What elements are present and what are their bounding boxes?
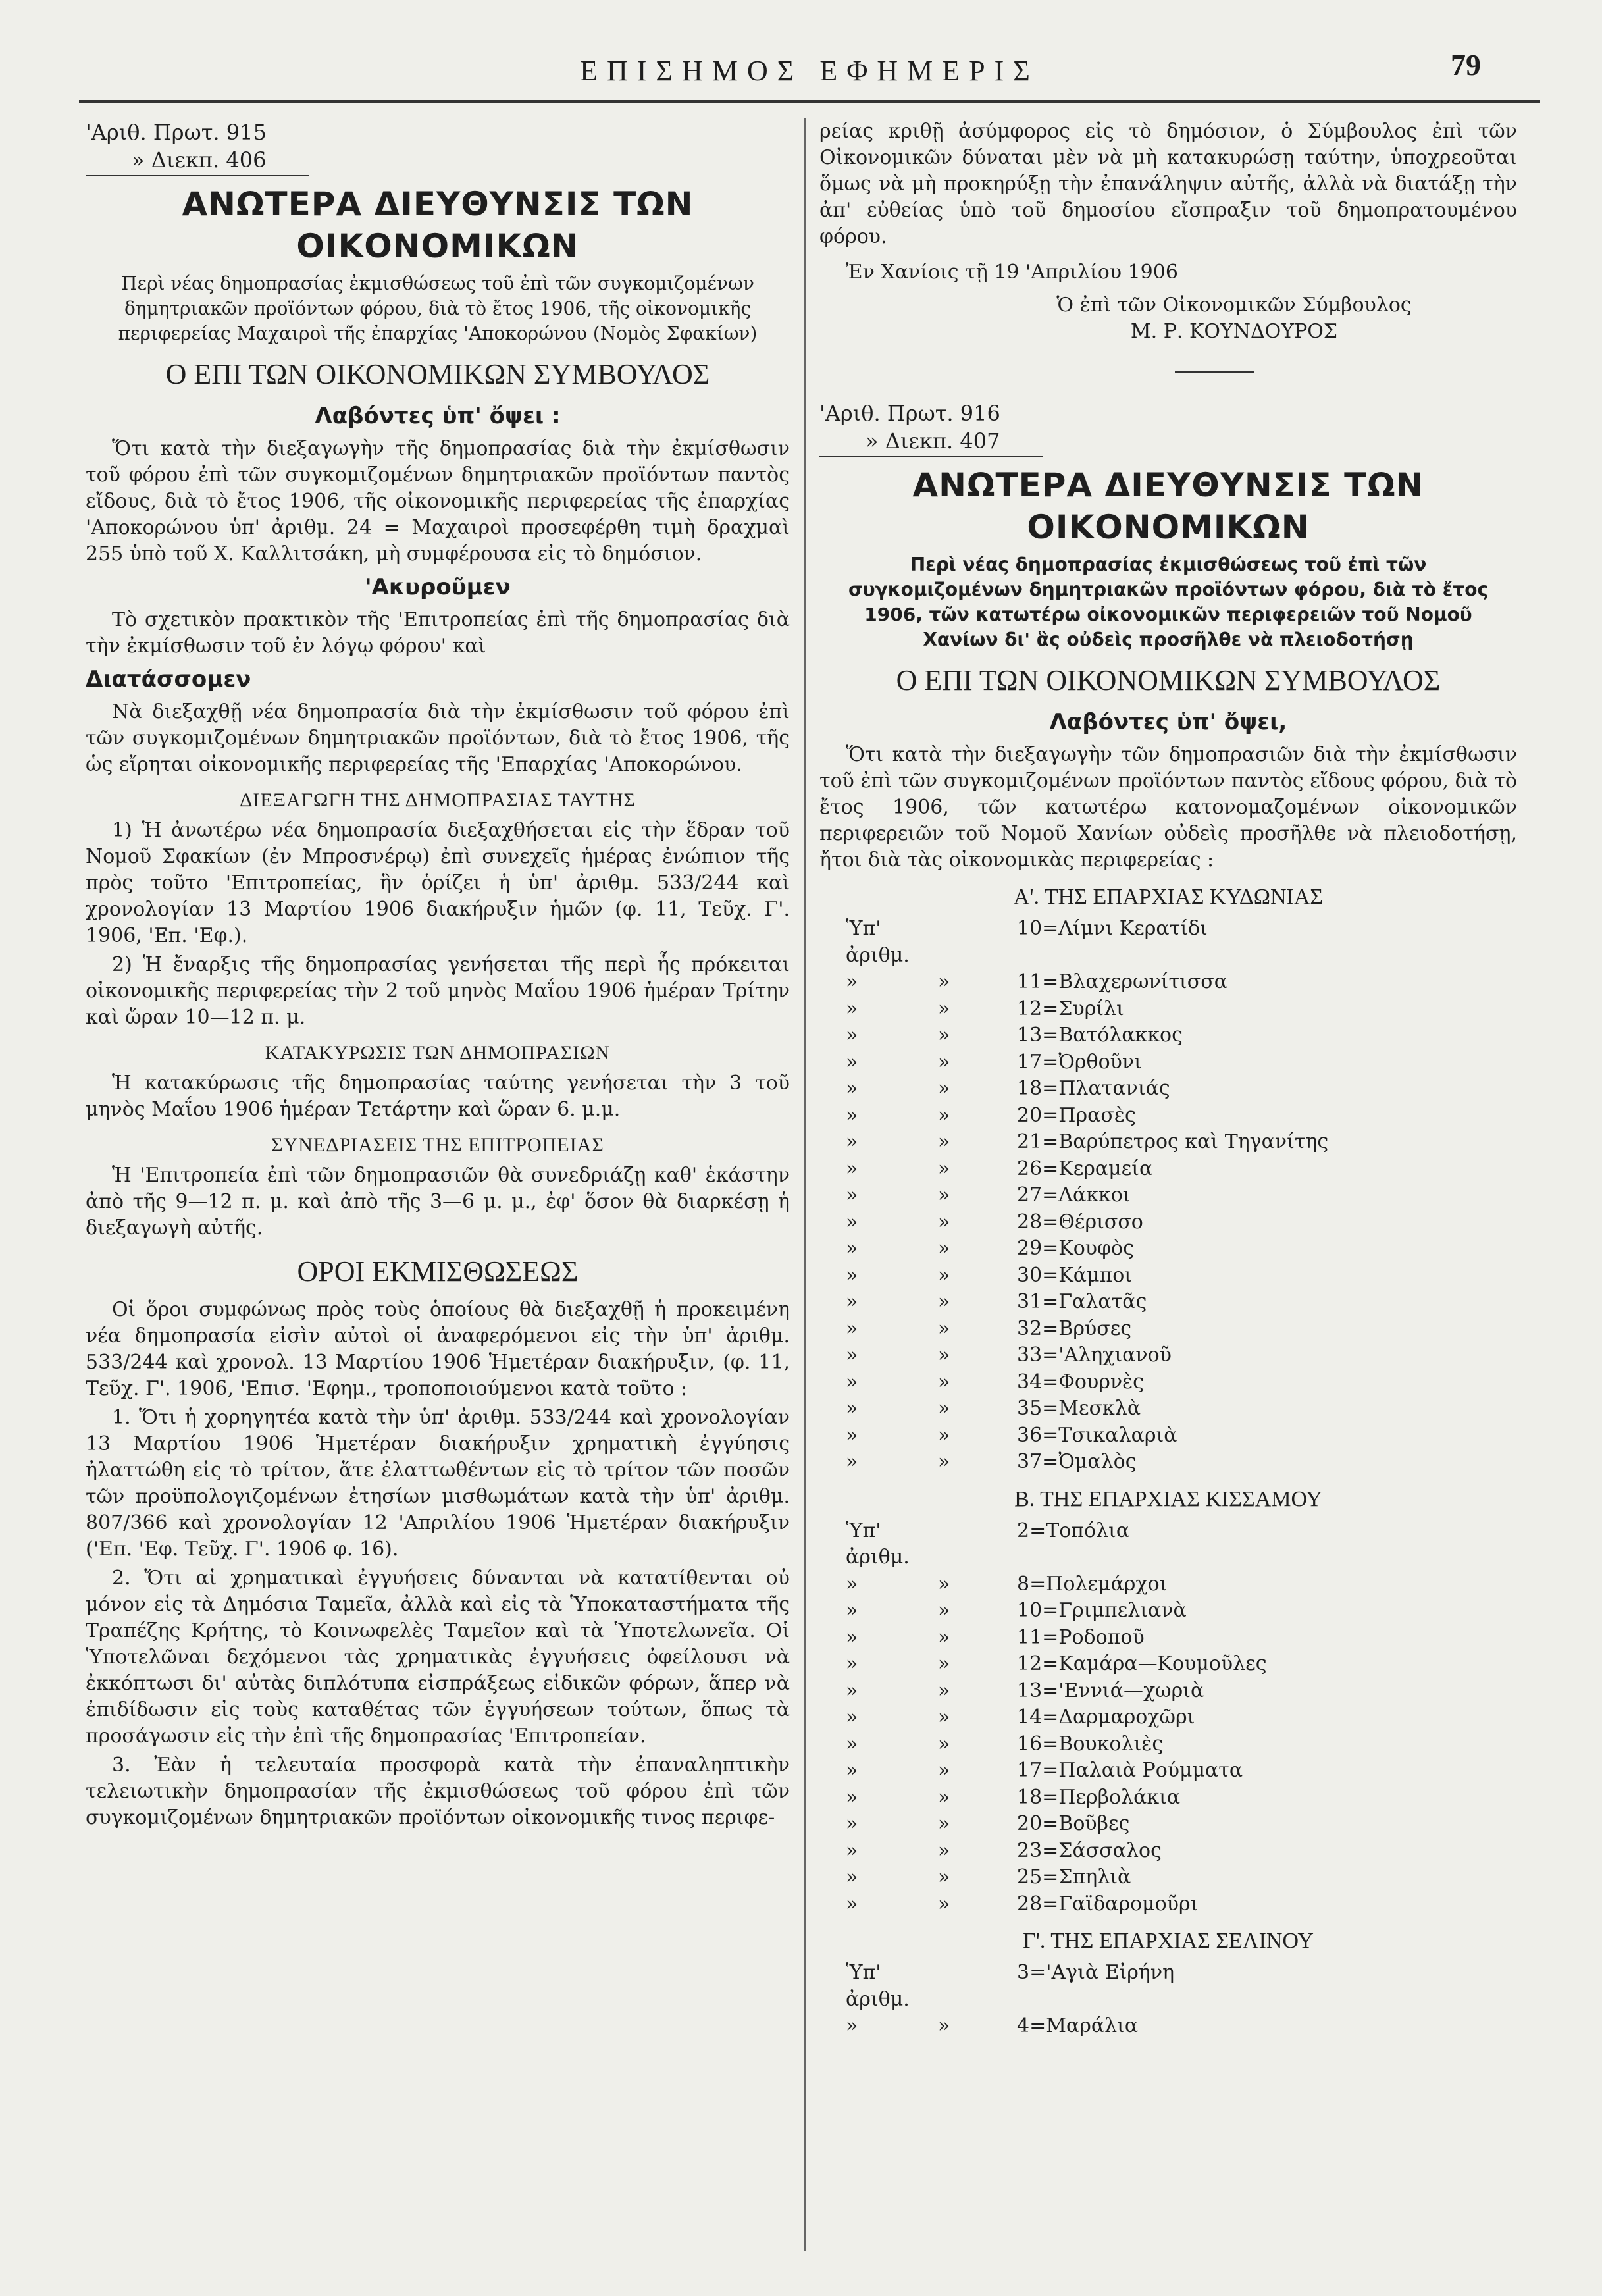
item-prefix: » bbox=[846, 1732, 858, 1756]
item-entry: 18=Περβολάκια bbox=[1017, 1785, 1181, 1809]
authority-heading: ΑΝΩΤΕΡΑ ΔΙΕΥΘΥΝΣΙΣ ΤΩΝ ΟΙΚΟΝΟΜΙΚΩΝ bbox=[182, 185, 694, 265]
item-entry: 20=Βοῦβες bbox=[1017, 1812, 1130, 1835]
list-item bbox=[819, 2013, 1517, 2040]
authority-heading: ΑΝΩΤΕΡΑ ΔΙΕΥΘΥΝΣΙΣ ΤΩΝ ΟΙΚΟΝΟΜΙΚΩΝ bbox=[912, 466, 1424, 546]
item-prefix: » bbox=[846, 1290, 858, 1313]
item-entry: 29=Κουφὸς bbox=[1017, 1237, 1134, 1260]
reference-rule bbox=[819, 456, 1043, 457]
item-ditto: » bbox=[938, 1423, 950, 1447]
list-item bbox=[819, 1316, 1517, 1343]
list-item bbox=[819, 1049, 1517, 1076]
list-item bbox=[819, 1891, 1517, 1918]
item-entry: 13='Εννιά—χωριὰ bbox=[1017, 1679, 1204, 1702]
item-prefix: » bbox=[846, 1263, 858, 1287]
protocol-number: 'Αριθ. Πρωτ. 916 bbox=[819, 401, 1000, 426]
list-item bbox=[819, 1156, 1517, 1183]
item-entry: 2=Τοπόλια bbox=[1017, 1519, 1130, 1542]
having-seen-phrase: Λαβόντες ὑπ' ὄψει : bbox=[315, 403, 561, 429]
paragraph: 1. Ὅτι ἡ χορηγητέα κατὰ τὴν ὑπ' ἀριθμ. 533/244 καὶ χρονολογίαν 13 Μαρτίου 1906 Ἡμετέραν διακήρυξιν χρηματικὴ ἐγγύησις ἠλαττώθη εἰς τὸ τρίτον, ἅτε ἐλαττωθέντων εἰς τὸ τρίτον τῶν ποσῶν τῶν προϋπολογιζομένων ἐτησίων μισθωμάτων κατὰ τὴν ὑπ' ἀριθμ. 807/366 καὶ χρονολογίαν 12 'Απριλίου 1906 Ἡμετέραν διακήρυξιν ('Επ. 'Εφ. Τεῦχ. Γ'. 1906 φ. 16). bbox=[86, 1406, 790, 1561]
item-prefix: » bbox=[846, 1785, 858, 1809]
list-item bbox=[819, 1076, 1517, 1103]
item-entry: 11=Ροδοποῦ bbox=[1017, 1625, 1145, 1649]
list-item bbox=[819, 1263, 1517, 1290]
item-ditto: » bbox=[938, 1210, 950, 1234]
section-heading: ΣΥΝΕΔΡΙΑΣΕΙΣ ΤΗΣ ΕΠΙΤΡΟΠΕΙΑΣ bbox=[271, 1134, 604, 1156]
list-item bbox=[819, 1651, 1517, 1678]
item-prefix: » bbox=[846, 1130, 858, 1153]
protocol-number: 'Αριθ. Πρωτ. 915 bbox=[86, 120, 267, 145]
paragraph: 3. Ἐὰν ἡ τελευταία προσφορὰ κατὰ τὴν ἐπαναληπτικὴν τελειωτικὴν δημοπρασίαν τῆς ἐκμισθώσεως τοῦ φόρου ἐπὶ τῶν συγκομιζομένων δημητριακῶν προϊόντων οἰκονομικῆς τινος περιφε- bbox=[86, 1754, 790, 1829]
paragraph: 1) Ἡ ἀνωτέρω νέα δημοπρασία διεξαχθήσεται εἰς τὴν ἕδραν τοῦ Νομοῦ Σφακίων (ἐν Μπροσνέρῳ) ἐπὶ συνεχεῖς ἡμέρας ἐνώπιον τῆς πρὸς τοῦτο 'Επιτροπείας, ἣν ὁρίζει ἡ ὑπ' ἀριθμ. 533/244 καὶ χρονολογίαν 13 Μαρτίου 1906 διακήρυξιν ἡμῶν (φ. 11, Τεῦχ. Γ'. 1906, 'Επ. 'Εφ.). bbox=[86, 819, 790, 947]
list-item bbox=[819, 1785, 1517, 1812]
item-prefix: » bbox=[846, 1423, 858, 1447]
item-entry: 37=Ὀμαλὸς bbox=[1017, 1450, 1137, 1473]
item-prefix: » bbox=[846, 997, 858, 1020]
place-date: Ἐν Χανίοις τῇ 19 'Απριλίου 1906 bbox=[846, 261, 1178, 284]
item-entry: 26=Κεραμεία bbox=[1017, 1157, 1153, 1180]
list-item bbox=[819, 1236, 1517, 1263]
item-prefix: » bbox=[846, 1210, 858, 1234]
dispatch-number: » Διεκπ. 406 bbox=[132, 147, 267, 172]
item-prefix: » bbox=[846, 1317, 858, 1340]
right-column bbox=[819, 118, 1517, 2257]
item-ditto: » bbox=[938, 1679, 950, 1702]
item-entry: 23=Σάσσαλος bbox=[1017, 1839, 1162, 1862]
decree-subject: Περὶ νέας δημοπρασίας ἐκμισθώσεως τοῦ ἐπὶ τῶν συγκομιζομένων δημητριακῶν προϊόντων φόρου, διὰ τὸ ἔτος 1906, τῶν κατωτέρω οἰκονομικῶν περιφερειῶν τοῦ Νομοῦ Χανίων δι' ἃς οὐδεὶς προσῆλθε νὰ πλειοδοτήσῃ bbox=[848, 554, 1489, 650]
list-item bbox=[819, 1571, 1517, 1598]
item-entry: 17=Ὀρθοῦνι bbox=[1017, 1050, 1142, 1074]
item-ditto: » bbox=[938, 1157, 950, 1180]
item-prefix: » bbox=[846, 1184, 858, 1207]
item-entry: 28=Γαϊδαρομοῦρι bbox=[1017, 1892, 1199, 1916]
item-prefix: » bbox=[846, 1625, 858, 1649]
item-entry: 13=Βατόλακκος bbox=[1017, 1024, 1183, 1047]
item-ditto: » bbox=[938, 2014, 950, 2037]
item-ditto bbox=[938, 1960, 1017, 2013]
item-prefix: » bbox=[846, 1892, 858, 1916]
list-item bbox=[819, 1369, 1517, 1396]
gazette-title: ΕΠΙΣΗΜΟΣ ΕΦΗΜΕΡΙΣ bbox=[580, 55, 1039, 87]
item-ditto: » bbox=[938, 1077, 950, 1100]
item-prefix: » bbox=[846, 1050, 858, 1074]
item-prefix: » bbox=[846, 1599, 858, 1622]
item-ditto: » bbox=[938, 1892, 950, 1916]
item-entry: 28=Θέρισσο bbox=[1017, 1210, 1143, 1234]
item-entry: 12=Συρίλι bbox=[1017, 997, 1124, 1020]
district-heading-kissamos: Β. ΤΗΣ ΕΠΑΡΧΙΑΣ ΚΙΣΣΑΜΟΥ bbox=[1014, 1486, 1322, 1511]
list-item bbox=[819, 1838, 1517, 1865]
district-list-kissamos bbox=[819, 1518, 1517, 1918]
paragraph: Ὅτι κατὰ τὴν διεξαγωγὴν τῶν δημοπρασιῶν διὰ τὴν ἐκμίσθωσιν τοῦ ἐπὶ τῶν συγκομιζομένων προϊόντων παντὸς εἴδους φόρου, διὰ τὸ ἔτος 1906, τῶν κατωτέρω κατονομαζομένων οἰκονομικῶν περιφερειῶν τοῦ Νομοῦ Χανίων οὐδεὶς προσῆλθε νὰ πλειοδοτήσῃ, ἤτοι διὰ τὰς οἰκονομικὰς περιφερείας : bbox=[819, 743, 1517, 872]
paragraph: 2) Ἡ ἔναρξις τῆς δημοπρασίας γενήσεται τῆς περὶ ἧς πρόκειται οἰκονομικῆς περιφερείας τὴν 2 τοῦ μηνὸς Μαΐου 1906 ἡμέραν Τρίτην καὶ ὥραν 10—12 π. μ. bbox=[86, 953, 790, 1029]
paragraph: ρείας κριθῇ ἀσύμφορος εἰς τὸ δημόσιον, ὁ Σύμβουλος ἐπὶ τῶν Οἰκονομικῶν δύναται μὲν νὰ μὴ κατακυρώσῃ ταύτην, ὑποχρεοῦται ὅμως νὰ μὴ προκηρύξῃ τὴν ἐπανάληψιν αὐτῆς, ἀλλὰ νὰ διατάξῃ τὴν ἀπ' εὐθείας ὑπὸ τοῦ δημοσίου εἴσπραξιν τοῦ δημοπρατουμένου φόρου. bbox=[819, 120, 1517, 248]
item-prefix: » bbox=[846, 1759, 858, 1782]
item-prefix: » bbox=[846, 1866, 858, 1889]
list-item bbox=[819, 1625, 1517, 1652]
item-ditto: » bbox=[938, 1572, 950, 1596]
item-entry: 8=Πολεμάρχοι bbox=[1017, 1572, 1168, 1596]
list-item bbox=[819, 916, 1517, 969]
item-prefix: Ὑπ' ἀριθμ. bbox=[846, 917, 910, 967]
item-ditto: » bbox=[938, 1263, 950, 1287]
district-list-selino bbox=[819, 1960, 1517, 2040]
list-item bbox=[819, 1342, 1517, 1369]
paragraph: Νὰ διεξαχθῇ νέα δημοπρασία διὰ τὴν ἐκμίσθωσιν τοῦ φόρου ἐπὶ τῶν συγκομιζομένων δημητριακῶν προϊόντων, διὰ τὸ ἔτος 1906, τῆς ὡς εἴρηται οἰκονομικῆς περιφερείας τῆς 'Επαρχίας 'Αποκορώνου. bbox=[86, 700, 790, 776]
dispatch-number: » Διεκπ. 407 bbox=[866, 429, 1000, 454]
having-seen-phrase: Λαβόντες ὑπ' ὄψει, bbox=[1049, 709, 1287, 735]
item-ditto: » bbox=[938, 1184, 950, 1207]
list-item bbox=[819, 1678, 1517, 1705]
item-entry: 3='Αγιὰ Εἰρήνη bbox=[1017, 1961, 1175, 1984]
item-ditto: » bbox=[938, 1450, 950, 1473]
item-entry: 16=Βουκολιὲς bbox=[1017, 1732, 1164, 1756]
item-ditto: » bbox=[938, 1599, 950, 1622]
item-ditto: » bbox=[938, 997, 950, 1020]
item-entry: 27=Λάκκοι bbox=[1017, 1184, 1131, 1207]
list-item bbox=[819, 1129, 1517, 1156]
issuer-title: Ο ΕΠΙ ΤΩΝ ΟΙΚΟΝΟΜΙΚΩΝ ΣΥΜΒΟΥΛΟΣ bbox=[896, 664, 1441, 696]
list-item bbox=[819, 1704, 1517, 1731]
item-ditto: » bbox=[938, 1237, 950, 1260]
section-heading: ΔΙΕΞΑΓΩΓΗ ΤΗΣ ΔΗΜΟΠΡΑΣΙΑΣ ΤΑΥΤΗΣ bbox=[240, 789, 636, 811]
section-heading-large: ΟΡΟΙ ΕΚΜΙΣΘΩΣΕΩΣ bbox=[297, 1255, 579, 1288]
item-ditto: » bbox=[938, 1785, 950, 1809]
paragraph: Ὅτι κατὰ τὴν διεξαγωγὴν τῆς δημοπρασίας διὰ τὴν ἐκμίσθωσιν τοῦ φόρου ἐπὶ τῶν συγκομιζομένων δημητριακῶν προϊόντων παντὸς εἴδους, διὰ τὸ ἔτος 1906, τῆς οἰκονομικῆς περιφερείας τῆς ἐπαρχίας 'Αποκορώνου ὑπ' ἀριθμ. 24 = Μαχαιροὶ προσεφέρθη τιμὴ δραχμαὶ 255 ὑπὸ τοῦ Χ. Καλλιτσάκη, μὴ συμφέρουσα εἰς τὸ δημόσιον. bbox=[86, 437, 790, 565]
item-ditto: » bbox=[938, 970, 950, 993]
item-entry: 10=Γριμπελιανὰ bbox=[1017, 1599, 1187, 1622]
item-entry: 14=Δαρμαροχῶρι bbox=[1017, 1706, 1195, 1729]
item-entry: 34=Φουρνὲς bbox=[1017, 1370, 1144, 1394]
item-entry: 18=Πλατανιάς bbox=[1017, 1077, 1170, 1100]
list-item bbox=[819, 1864, 1517, 1891]
item-entry: 32=Βρύσες bbox=[1017, 1317, 1132, 1340]
item-prefix: » bbox=[846, 1679, 858, 1702]
paragraph: Ἡ 'Επιτροπεία ἐπὶ τῶν δημοπρασιῶν θὰ συνεδριάζῃ καθ' ἑκάστην ἀπὸ τῆς 9—12 π. μ. καὶ ἀπὸ τῆς 3—6 μ. μ., ἐφ' ὅσον θὰ διαρκέσῃ ἡ διεξαγωγὴ αὐτῆς. bbox=[86, 1164, 790, 1239]
item-ditto: » bbox=[938, 1397, 950, 1420]
signatory-name: Μ. Ρ. ΚΟΥΝΔΟΥΡΟΣ bbox=[1130, 320, 1338, 343]
item-entry: 21=Βαρύπετρος καὶ Τηγανίτης bbox=[1017, 1130, 1329, 1153]
signatory-title: Ὁ ἐπὶ τῶν Οἰκονομικῶν Σύμβουλος bbox=[1056, 294, 1412, 317]
item-ditto: » bbox=[938, 1024, 950, 1047]
item-ditto bbox=[938, 916, 1017, 969]
item-prefix: Ὑπ' ἀριθμ. bbox=[846, 1961, 910, 2011]
item-ditto: » bbox=[938, 1103, 950, 1127]
list-item bbox=[819, 1449, 1517, 1476]
district-heading-kydonia: Α'. ΤΗΣ ΕΠΑΡΧΙΑΣ ΚΥΔΩΝΙΑΣ bbox=[1013, 885, 1324, 909]
list-item bbox=[819, 1422, 1517, 1449]
district-list-kydonia bbox=[819, 916, 1517, 1476]
item-entry: 10=Λίμνι Κερατίδι bbox=[1017, 917, 1208, 940]
paragraph: Τὸ σχετικὸν πρακτικὸν τῆς 'Επιτροπείας ἐπὶ τῆς δημοπρασίας διὰ τὴν ἐκμίσθωσιν τοῦ ἐν λόγῳ φόρου' καὶ bbox=[86, 608, 790, 658]
annul-phrase: 'Ακυροῦμεν bbox=[365, 574, 511, 600]
item-prefix: » bbox=[846, 1024, 858, 1047]
item-ditto: » bbox=[938, 1625, 950, 1649]
item-ditto: » bbox=[938, 1290, 950, 1313]
list-item bbox=[819, 1960, 1517, 2013]
item-ditto: » bbox=[938, 1706, 950, 1729]
list-item bbox=[819, 1103, 1517, 1130]
item-prefix: » bbox=[846, 1157, 858, 1180]
item-entry: 33='Αληχιανοῦ bbox=[1017, 1344, 1172, 1367]
order-phrase: Διατάσσομεν bbox=[86, 666, 251, 692]
item-ditto: » bbox=[938, 1759, 950, 1782]
item-prefix: » bbox=[846, 1706, 858, 1729]
item-entry: 20=Πρασὲς bbox=[1017, 1103, 1136, 1127]
list-item bbox=[819, 1396, 1517, 1422]
item-ditto: » bbox=[938, 1652, 950, 1675]
item-ditto: » bbox=[938, 1370, 950, 1394]
decree-subject: Περὶ νέας δημοπρασίας ἐκμισθώσεως τοῦ ἐπὶ τῶν συγκομιζομένων δημητριακῶν προϊόντων φόρου, διὰ τὸ ἔτος 1906, τῆς οἰκονομικῆς περιφερείας Μαχαιροὶ τῆς ἐπαρχίας 'Αποκορώνου (Νομὸς Σφακίων) bbox=[118, 273, 758, 344]
list-item bbox=[819, 1518, 1517, 1571]
list-item bbox=[819, 1758, 1517, 1785]
item-prefix: » bbox=[846, 1077, 858, 1100]
item-entry: 4=Μαράλια bbox=[1017, 2014, 1139, 2037]
list-item bbox=[819, 1182, 1517, 1209]
item-prefix: » bbox=[846, 1450, 858, 1473]
list-item bbox=[819, 996, 1517, 1023]
item-prefix: » bbox=[846, 1839, 858, 1862]
district-heading-selino: Γ'. ΤΗΣ ΕΠΑΡΧΙΑΣ ΣΕΛΙΝΟΥ bbox=[1023, 1929, 1314, 1953]
item-entry: 31=Γαλατᾶς bbox=[1017, 1290, 1147, 1313]
item-entry: 17=Παλαιὰ Ρούμματα bbox=[1017, 1759, 1243, 1782]
list-item bbox=[819, 1209, 1517, 1236]
item-ditto: » bbox=[938, 1732, 950, 1756]
item-prefix: » bbox=[846, 1572, 858, 1596]
item-ditto bbox=[938, 1518, 1017, 1571]
item-prefix: » bbox=[846, 2014, 858, 2037]
issuer-title: Ο ΕΠΙ ΤΩΝ ΟΙΚΟΝΟΜΙΚΩΝ ΣΥΜΒΟΥΛΟΣ bbox=[165, 358, 710, 390]
item-entry: 30=Κάμποι bbox=[1017, 1263, 1133, 1287]
item-prefix: » bbox=[846, 1652, 858, 1675]
left-column bbox=[86, 118, 790, 2257]
separator-rule bbox=[1175, 371, 1254, 373]
item-entry: 36=Τσικαλαριὰ bbox=[1017, 1423, 1177, 1447]
list-item bbox=[819, 969, 1517, 996]
item-prefix: » bbox=[846, 1812, 858, 1835]
item-prefix: » bbox=[846, 1103, 858, 1127]
paragraph: Οἱ ὅροι συμφώνως πρὸς τοὺς ὁποίους θὰ διεξαχθῇ ἡ προκειμένη νέα δημοπρασία εἰσὶν αὐτοὶ οἱ ἀναφερόμενοι εἰς τὴν ὑπ' ἀριθμ. 533/244 καὶ χρονολ. 13 Μαρτίου 1906 Ἡμετέραν διακήρυξιν, (φ. 11, Τεῦχ. Γ'. 1906, 'Επισ. 'Εφημ., τροποποιούμενοι κατὰ τοῦτο : bbox=[86, 1298, 790, 1400]
item-ditto: » bbox=[938, 1812, 950, 1835]
masthead bbox=[79, 39, 1540, 105]
item-ditto: » bbox=[938, 1839, 950, 1862]
item-entry: 11=Βλαχερωνίτισσα bbox=[1017, 970, 1228, 993]
item-ditto: » bbox=[938, 1317, 950, 1340]
reference-rule bbox=[86, 175, 309, 176]
masthead-rule bbox=[79, 100, 1540, 103]
item-ditto: » bbox=[938, 1344, 950, 1367]
item-entry: 12=Καμάρα—Κουμοῦλες bbox=[1017, 1652, 1267, 1675]
item-prefix: » bbox=[846, 1397, 858, 1420]
item-ditto: » bbox=[938, 1050, 950, 1074]
page-number: 79 bbox=[1451, 48, 1481, 82]
item-ditto: » bbox=[938, 1130, 950, 1153]
item-prefix: » bbox=[846, 1237, 858, 1260]
list-item bbox=[819, 1289, 1517, 1316]
item-entry: 25=Σπηλιὰ bbox=[1017, 1866, 1131, 1889]
item-prefix: » bbox=[846, 1344, 858, 1367]
item-prefix: » bbox=[846, 1370, 858, 1394]
list-item bbox=[819, 1598, 1517, 1625]
list-item bbox=[819, 1731, 1517, 1758]
paragraph: 2. Ὅτι αἱ χρηματικαὶ ἐγγυήσεις δύνανται νὰ κατατίθενται οὐ μόνον εἰς τὰ Δημόσια Ταμεῖα, ἀλλὰ καὶ εἰς τὰ Ὑποκαταστήματα τῆς Τραπέζης Κρήτης, τὸ Κοινωφελὲς Ταμεῖον καὶ τὰ Ὑποτελωνεῖα. Οἱ Ὑποτελῶναι δεχόμενοι τὰς χρηματικὰς ἐγγυήσεις ὀφείλουσι νὰ ἐκκόπτωσι δι' αὐτὰς διπλότυπα εἰσπράξεως εἰδικῶν φόρων, ἅπερ νὰ ἐπιδίδωσιν εἰς τοὺς καταθέτας τῶν ἐγγυήσεων τούτων, ὅπως τὰ προσάγωσιν εἰς τὴν ἐπὶ τῆς δημοπρασίας 'Επιτροπείαν. bbox=[86, 1567, 790, 1748]
section-heading: ΚΑΤΑΚΥΡΩΣΙΣ ΤΩΝ ΔΗΜΟΠΡΑΣΙΩΝ bbox=[265, 1042, 611, 1064]
list-item bbox=[819, 1811, 1517, 1838]
item-prefix: » bbox=[846, 970, 858, 993]
column-divider bbox=[804, 118, 806, 2251]
item-prefix: Ὑπ' ἀριθμ. bbox=[846, 1519, 910, 1569]
paragraph: Ἡ κατακύρωσις τῆς δημοπρασίας ταύτης γενήσεται τὴν 3 τοῦ μηνὸς Μαΐου 1906 ἡμέραν Τετάρτην καὶ ὥραν 6. μ.μ. bbox=[86, 1072, 790, 1121]
item-ditto: » bbox=[938, 1866, 950, 1889]
item-entry: 35=Μεσκλὰ bbox=[1017, 1397, 1141, 1420]
list-item bbox=[819, 1022, 1517, 1049]
